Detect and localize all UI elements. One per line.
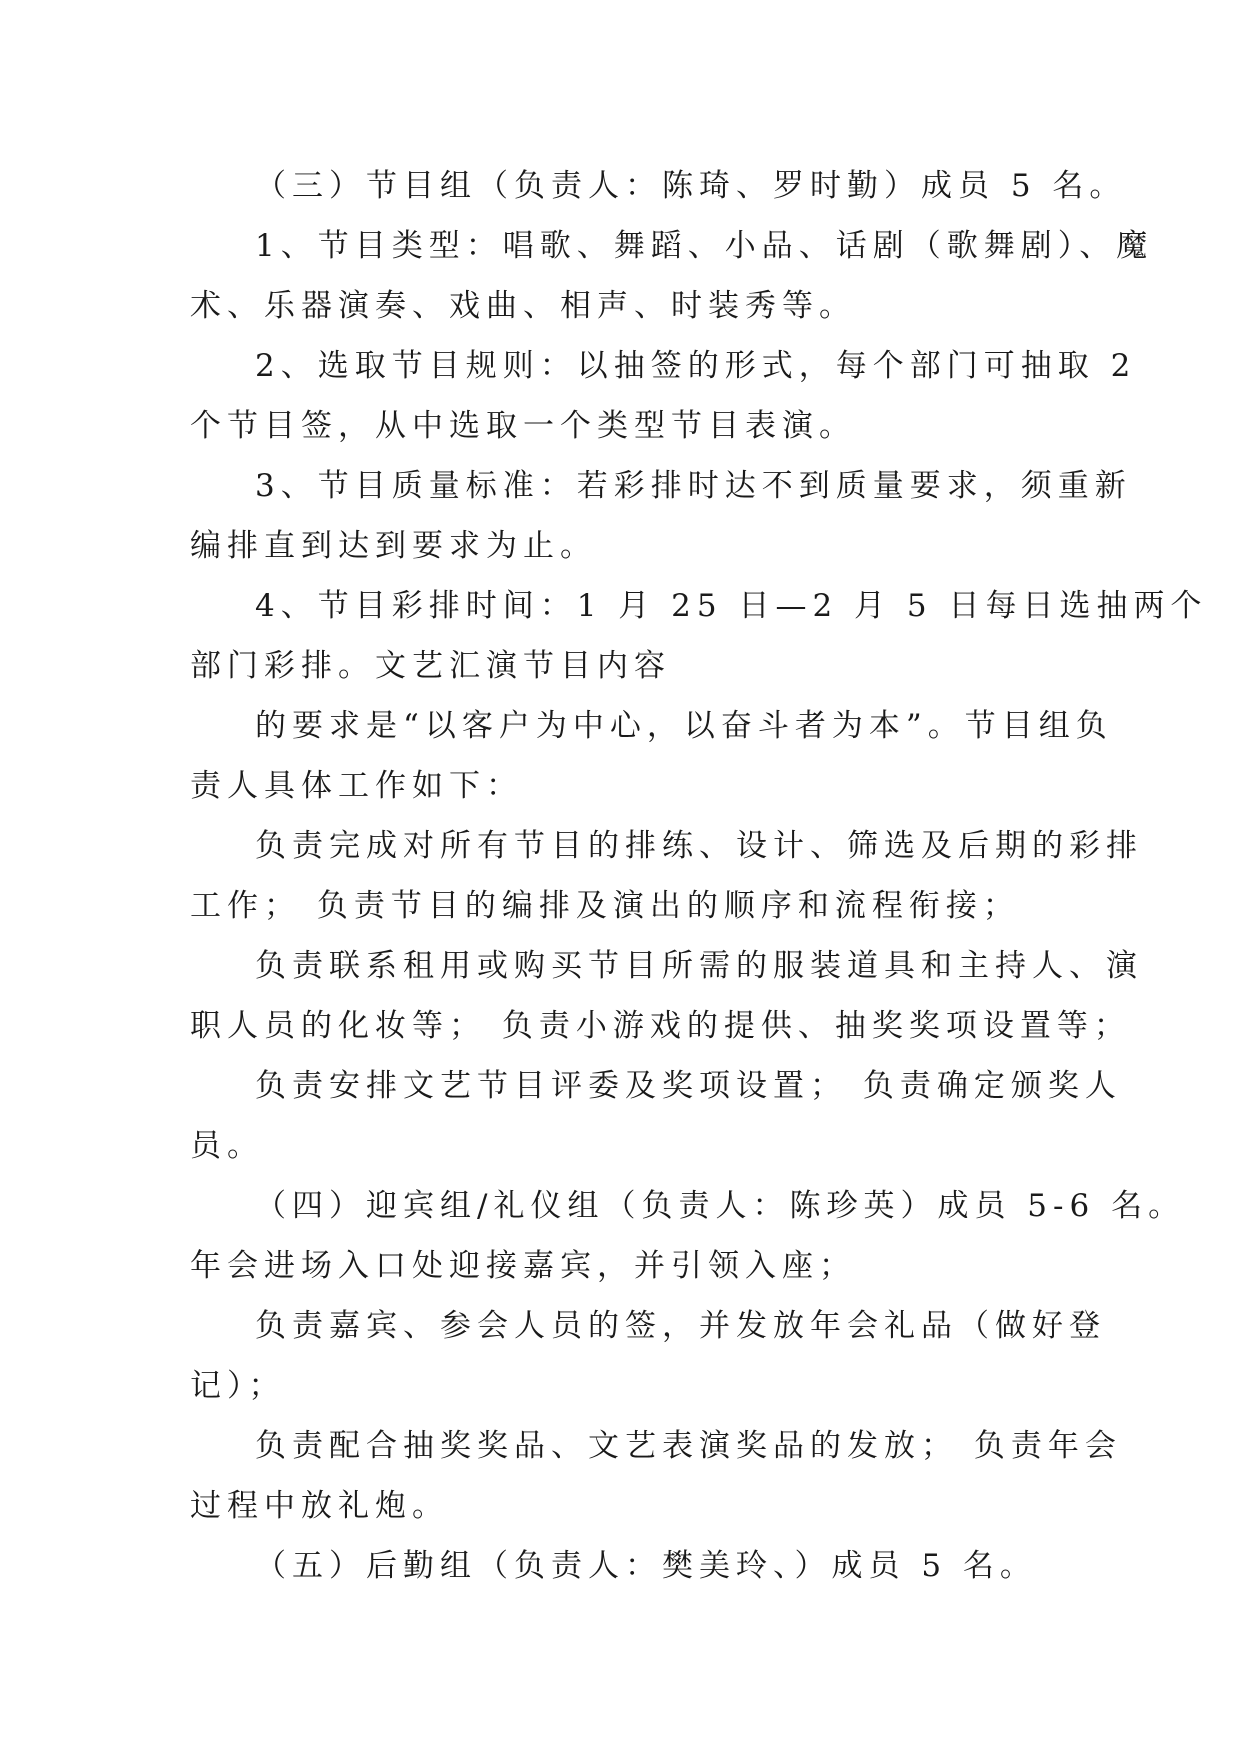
- paragraph-line: 2、选取节目规则：以抽签的形式，每个部门可抽取 2: [255, 348, 1137, 384]
- paragraph-line: 部门彩排。文艺汇演节目内容: [190, 648, 671, 684]
- paragraph-line: 负责嘉宾、参会人员的签，并发放年会礼品（做好登: [255, 1308, 1106, 1344]
- paragraph-line: 工作； 负责节目的编排及演出的顺序和流程衔接；: [190, 888, 1020, 924]
- paragraph-line: 的要求是“以客户为中心，以奋斗者为本”。节目组负: [255, 708, 1113, 744]
- paragraph-line: 过程中放礼炮。: [190, 1488, 449, 1524]
- paragraph-line: 年会进场入口处迎接嘉宾，并引领入座；: [190, 1248, 856, 1284]
- section-heading-program-group: （三）节目组（负责人：陈琦、罗时勤）成员 5 名。: [255, 168, 1127, 204]
- paragraph-line: 术、乐器演奏、戏曲、相声、时装秀等。: [190, 288, 856, 324]
- paragraph-line: 负责完成对所有节目的排练、设计、筛选及后期的彩排: [255, 828, 1143, 864]
- paragraph-line: 编排直到达到要求为止。: [190, 528, 597, 564]
- paragraph-line: 个节目签，从中选取一个类型节目表演。: [190, 408, 856, 444]
- paragraph-line: 负责安排文艺节目评委及奖项设置； 负责确定颁奖人: [255, 1068, 1122, 1104]
- paragraph-line: 职人员的化妆等； 负责小游戏的提供、抽奖奖项设置等；: [190, 1008, 1131, 1044]
- section-heading-reception-group: （四）迎宾组/礼仪组（负责人：陈珍英）成员 5-6 名。: [255, 1188, 1186, 1224]
- paragraph-line: 记）；: [190, 1368, 286, 1404]
- paragraph-line: 责人具体工作如下：: [190, 768, 523, 804]
- paragraph-line: 1、节目类型：唱歌、舞蹈、小品、话剧（歌舞剧）、魔: [255, 228, 1154, 264]
- paragraph-line: 负责联系租用或购买节目所需的服装道具和主持人、演: [255, 948, 1143, 984]
- section-heading-logistics-group: （五）后勤组（负责人：樊美玲、）成员 5 名。: [255, 1548, 1037, 1584]
- paragraph-line: 4、节目彩排时间：1 月 25 日—2 月 5 日每日选抽两个: [255, 588, 1208, 624]
- paragraph-line: 3、节目质量标准：若彩排时达不到质量要求，须重新: [255, 468, 1132, 504]
- paragraph-line: 员。: [190, 1128, 264, 1164]
- paragraph-line: 负责配合抽奖奖品、文艺表演奖品的发放； 负责年会: [255, 1428, 1122, 1464]
